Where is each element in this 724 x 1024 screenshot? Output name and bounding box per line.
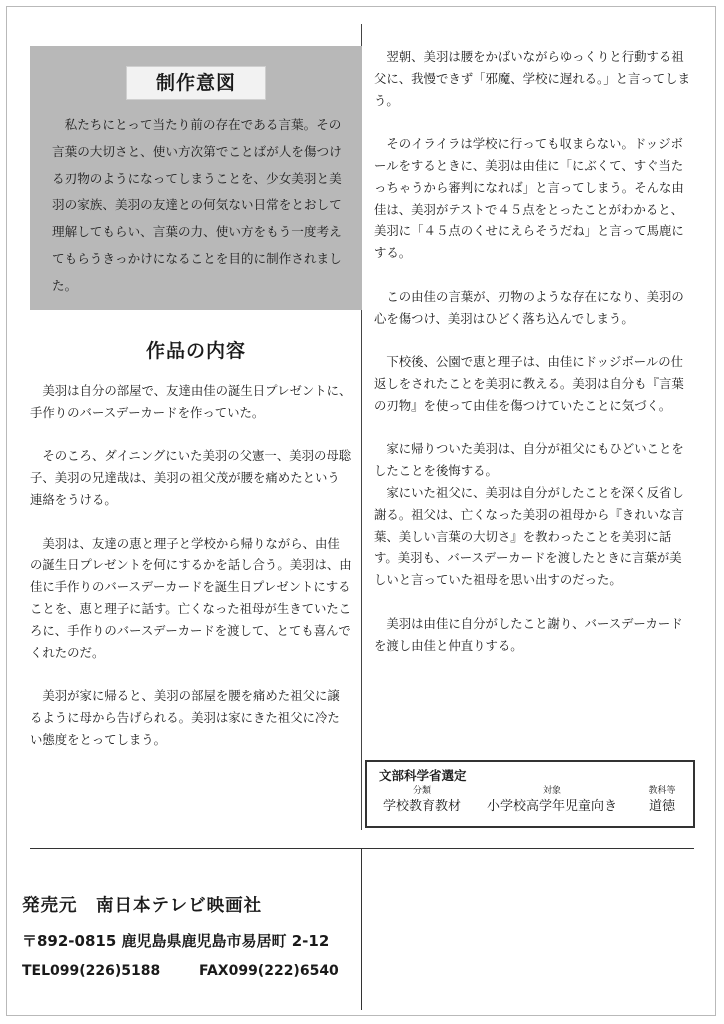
intent-title: 制作意図 xyxy=(126,66,266,100)
synopsis-paragraph: この由佳の言葉が、刃物のような存在になり、美羽の心を傷つけ、美羽はひどく落ち込んでしまう。 xyxy=(374,288,684,326)
synopsis-paragraph: そのイライラは学校に行っても収まらない。ドッジボールをするときに、美羽は由佳に「にぶくて、すぐ当たっちゃうから審判になれば」と言ってしまう。そんな由佳は、美羽がテストで４５点をとったことがわかると、美羽に「４５点のくせにえらそうだね」と言って馬鹿にする。 xyxy=(374,136,684,261)
mext-selection-box xyxy=(365,760,695,828)
publisher-address: 〒892-0815 鹿児島県鹿児島市易居町 2-12 xyxy=(22,932,330,950)
synopsis-paragraph: 美羽は由佳に自分がしたこと謝り、バースデーカードを渡し由佳と仲直りする。 xyxy=(374,615,683,653)
content-title: 作品の内容 xyxy=(145,340,246,362)
publisher-name: 発売元 南日本テレビ映画社 xyxy=(22,896,263,916)
synopsis-paragraph: 下校後、公園で恵と理子は、由佳にドッジボールの仕返しをされたことを美羽に教える。美羽は自分も『言葉の刃物』を使って由佳を傷つけていたことに気づく。 xyxy=(374,354,684,413)
mext-subject-label: 教科等 xyxy=(648,786,676,796)
publisher-tel: TEL099(226)5188 xyxy=(22,963,161,979)
synopsis-right-column xyxy=(374,46,694,678)
mext-title: 文部科学省選定 xyxy=(379,768,467,783)
mext-target xyxy=(477,784,627,816)
mext-category-value: 学校教育教材 xyxy=(382,799,461,814)
synopsis-paragraph: 美羽は、友達の恵と理子と学校から帰りながら、由佳の誕生日プレゼントを何にするかを話し合う。美羽は、由佳に手作りのバースデーカードを誕生日プレゼントにすることを、恵と理子に話す。亡くなった祖母が生きていたころに、手作りのバースデーカードを渡して、とても喜んでくれたのだ。 xyxy=(30,535,352,660)
mext-target-label: 対象 xyxy=(542,786,561,796)
publisher-fax: FAX099(222)6540 xyxy=(199,963,339,979)
mext-category-label: 分類 xyxy=(412,786,431,796)
synopsis-left-column xyxy=(30,380,352,772)
footer-divider xyxy=(30,848,694,849)
synopsis-paragraph: 美羽は自分の部屋で、友達由佳の誕生日プレゼントに、手作りのバースデーカードを作っていた。 xyxy=(30,383,352,420)
intent-body xyxy=(52,112,352,300)
synopsis-paragraph: そのころ、ダイニングにいた美羽の父憲一、美羽の母聡子、美羽の兄達哉は、美羽の祖父茂が腰を痛めたという連絡をうける。 xyxy=(30,448,352,507)
synopsis-paragraph: 翌朝、美羽は腰をかばいながらゆっくりと行動する祖父に、我慢できず「邪魔、学校に遅れる。」と言ってしまう。 xyxy=(374,49,690,108)
mext-subject xyxy=(633,784,691,816)
intent-box xyxy=(30,46,362,310)
synopsis-paragraph: 家にいた祖父に、美羽は自分がしたことを深く反省し謝る。祖父は、亡くなった美羽の祖母から『きれいな言葉、美しい言葉の大切さ』を教わったことを美羽に話す。美羽も、バースデーカードを渡したときに言葉が美しいと言っていた祖母を思い出すのだった。 xyxy=(374,484,684,588)
mext-category xyxy=(373,784,471,816)
mext-subject-value: 道徳 xyxy=(648,799,675,814)
mext-target-value: 小学校高学年児童向き xyxy=(486,799,617,814)
intent-text: 私たちにとって当たり前の存在である言葉。その言葉の大切さと、使い方次第でことばが人を傷つける刃物のようになってしまうことを、少女美羽と美羽の家族、美羽の友達との何気ない日常をとおして理解してもらい、言葉の力、使い方をもう一度考えてもらうきっかけになることを目的に制作されました。 xyxy=(52,117,342,293)
synopsis-paragraph: 家に帰りついた美羽は、自分が祖父にもひどいことをしたことを後悔する。 xyxy=(374,441,684,479)
footer-column-divider xyxy=(361,848,362,1010)
synopsis-paragraph: 美羽が家に帰ると、美羽の部屋を腰を痛めた祖父に譲るように母から告げられる。美羽は家にきた祖父に冷たい態度をとってしまう。 xyxy=(30,688,340,747)
